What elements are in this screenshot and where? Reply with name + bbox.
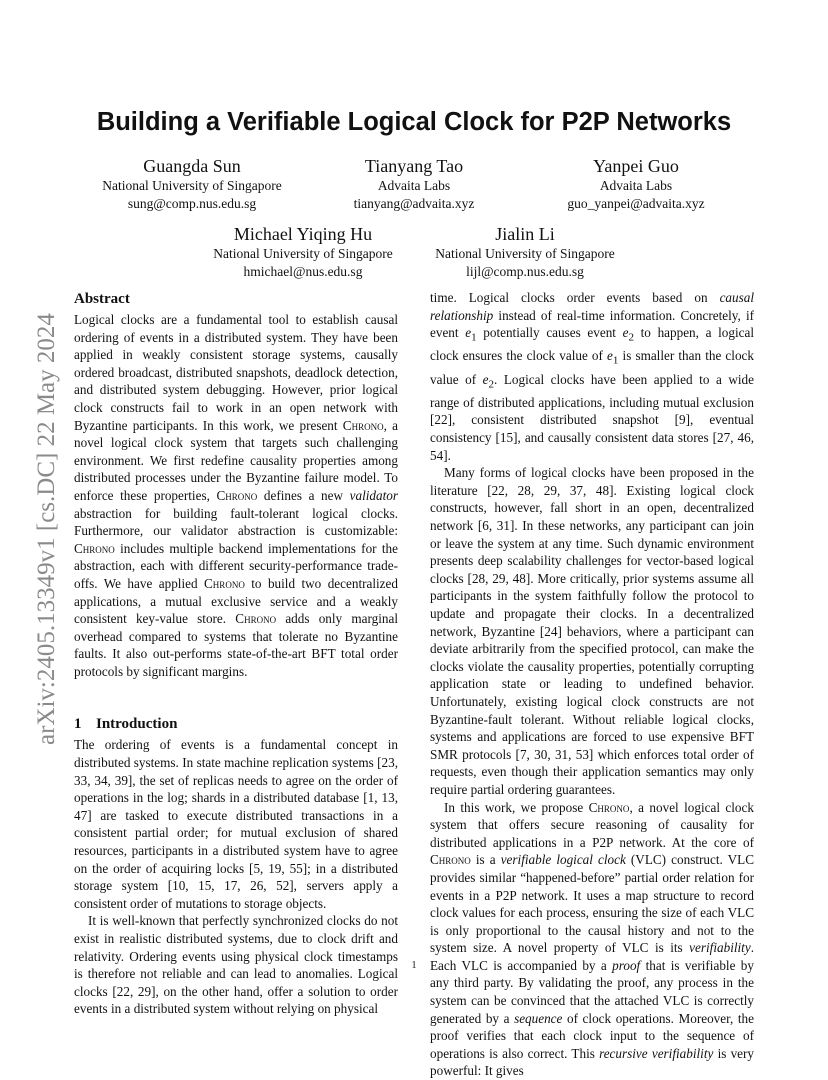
system-name: Chrono [74, 540, 115, 556]
page-number: 1 [411, 960, 417, 971]
paragraph: The ordering of events is a fundamental concept in distributed systems. In state machine replication systems [23, 33, 34, 39], the set of replicas needs to agree on the order of operations in the log; shards in a distributed database [1, 13, 47] are tasked to execute distributed transactions in a consistent partial order; for mutual exclusion of shared resources, participants in a distributed system have to agree on the order of acquiring locks [5, 19, 55]; in a distributed storage system [10, 15, 17, 26, 52], servers apply a consistent order of mutations to storage objects. [74, 737, 398, 911]
system-name: Chrono [204, 575, 245, 591]
author-name: Guangda Sun [143, 156, 241, 176]
author-block [62, 155, 322, 213]
author-email: tianyang@advaita.xyz [353, 196, 475, 211]
system-name: Chrono [588, 799, 630, 815]
arxiv-identifier: arXiv:2405.13349v1 [cs.DC] 22 May 2024 [33, 313, 60, 745]
author-email: guo_yanpei@advaita.xyz [567, 196, 705, 211]
system-name: Chrono [342, 417, 384, 433]
author-affiliation: Advaita Labs [377, 178, 451, 193]
section-number: 1 [74, 716, 82, 733]
paragraph: It is well-known that perfectly synchronized clocks do not exist in realistic distributed systems, due to clock drift and relativity. Ordering events using physical clock timestamps is therefore not reliable and can lead to anomalies. Logical clocks [22, 29], on the other hand, offer a solution to order events in a distributed system without relying on physical [74, 913, 398, 1017]
author-affiliation: National University of Singapore [213, 246, 393, 261]
author-affiliation: National University of Singapore [102, 178, 282, 193]
author-block [506, 155, 766, 213]
section-heading [74, 714, 398, 734]
author-block [284, 155, 544, 213]
system-name: Chrono [216, 487, 258, 503]
abstract-text: Logical clocks are a fundamental tool to establish causal ordering of events in a distributed system. They have been applied in weakly consistent storage systems, causally ordered broadcast, distributed snapshots, deadlock detection, and distributed system debugging. However, prior logical clock constructs fail to work in an open network with Byzantine participants. In this work, we present Chrono, a novel logical clock system that targets such challenging environment. We first redefine causality properties among distributed processes under the Byzantine failure model. To enforce these properties, Chrono defines a new validator abstraction for building fault-tolerant logical clocks. Furthermore, our validator abstraction is customizable: Chrono includes multiple backend implementations for the abstraction, each with different security-performance trade-offs. We have applied Chrono to build two decentralized applications, a mutual exclusive service and a weakly consistent key-value store. Chrono adds only marginal overhead compared to systems that tolerate no Byzantine faults. It also out-performs state-of-the-art BFT total order protocols by significant margins. [74, 312, 398, 679]
paragraph: Many forms of logical clocks have been proposed in the literature [22, 28, 29, 37, 48]. Existing logical clock constructs, however, fall short in an open, decentralized network [6, 31]. In these networks, any participant can join or leave the system at any time. Such dynamic environment presents deep scalability challenges for vector-based logical clocks [28, 29, 48]. More critically, prior systems assume all participants in the system faithfully follow the protocol to update and propagate their clocks. In a decentralized network, Byzantine [24] behaviors, where a participant can deviate arbitrarily from the specified protocol, can make the clocks violate the causality properties, potentially corrupting application state or leading to undefined behavior. Unfortunately, existing logical clock constructs are not Byzantine-fault tolerant. Without reliable logical clocks, systems and applications are forced to use expensive BFT SMR protocols [7, 30, 31, 53] which enforces total order of requests, even though their application semantics may only require partial ordering guarantees. [430, 465, 754, 797]
author-block [395, 223, 655, 281]
author-block [173, 223, 433, 281]
author-name: Michael Yiqing Hu [233, 224, 373, 244]
author-email: hmichael@nus.edu.sg [243, 264, 363, 279]
paragraph: time. Logical clocks order events based on causal relationship instead of real-time information. Concretely, if event $e_1$ potentially causes event $e_2$ to happen, a logical clock ensures the clock value of $e_1$ is smaller than the clock value of $e_2$. Logical clocks have been applied to a wide range of distributed applications, including mutual exclusion [22], consistent distributed snapshot [9], eventual consistency [15], and causally consistent data stores [27, 46, 54]. [430, 290, 755, 463]
author-affiliation: Advaita Labs [599, 178, 673, 193]
paper-title: Building a Verifiable Logical Clock for P2P Networks [96, 108, 732, 136]
section-title: Introduction [96, 716, 178, 733]
paragraph: In this work, we propose Chrono, a novel logical clock system that offers secure reasoning of causality for distributed applications in a P2P network. At the core of Chrono is a verifiable logical clock (VLC) construct. VLC provides similar “happened-before” partial order relation for events in a P2P network. It uses a map structure to record clock values for each process, ensuring the size of each VLC is only proportional to the causal history and not to the system size. A novel property of VLC is its verifiability. Each VLC is accompanied by a proof that is verifiable by any third party. By validating the proof, any process in the system can be convinced that the attached VLC is correctly generated by a sequence of clock operations. Moreover, the proof verifies that each clock input to the sequence of operations is also correct. This recursive verifiability is very powerful: It gives [430, 799, 755, 1079]
system-name: Chrono [430, 852, 471, 868]
system-name: Chrono [235, 611, 277, 627]
author-email: sung@comp.nus.edu.sg [127, 196, 257, 211]
author-name: Yanpei Guo [593, 156, 679, 176]
author-affiliation: National University of Singapore [435, 246, 615, 261]
left-column [74, 289, 398, 1018]
author-name: Tianyang Tao [364, 156, 464, 176]
author-name: Jialin Li [495, 224, 555, 244]
abstract-heading: Abstract [74, 291, 130, 307]
author-email: lijl@comp.nus.edu.sg [466, 264, 584, 279]
